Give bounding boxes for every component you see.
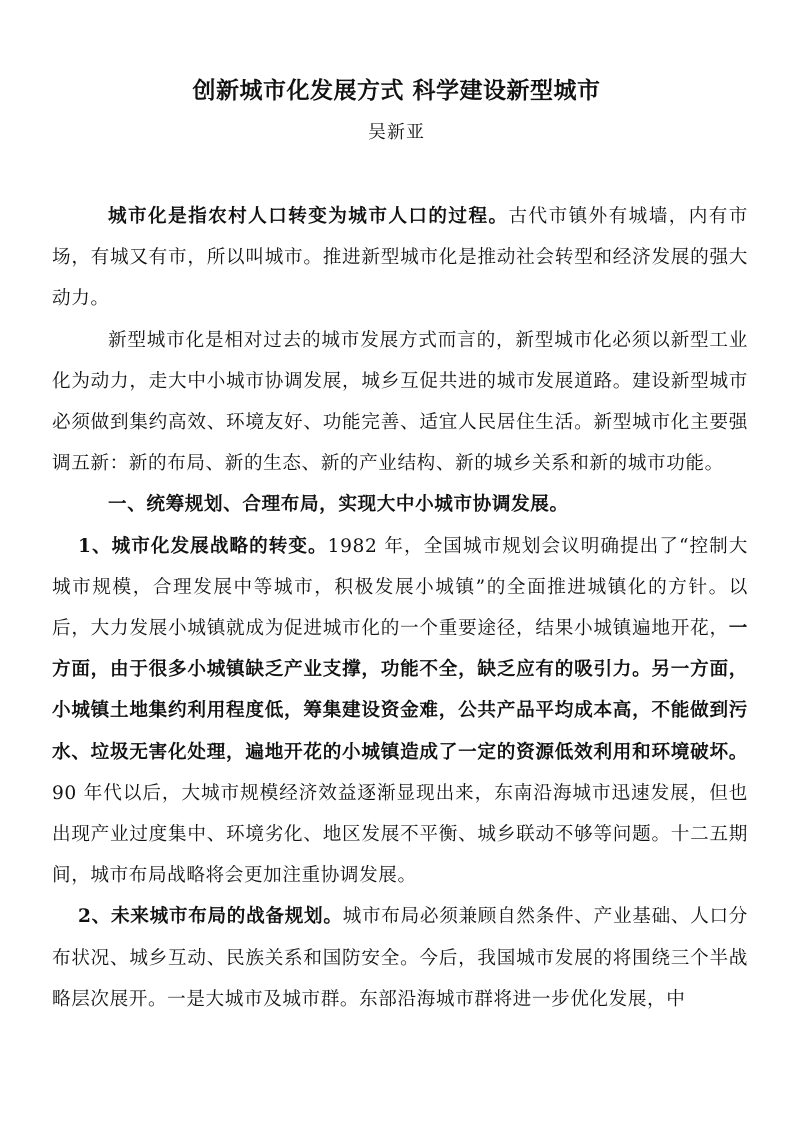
paragraph-text: 1982 年，全国城市规划会议明确提出了“控制大城市规模，合理发展中等城市，积极发展小城镇”的全面推进城镇化的方针。以后，大力发展小城镇就成为促进城市化的一个重要途径，结果小城镇遍地开花， [52,535,748,640]
document-title: 创新城市化发展方式 科学建设新型城市 [192,77,601,104]
paragraph-bold-text: 一方面，由于很多小城镇缺乏产业支撑，功能不全，缺乏应有的吸引力。另一方面，小城镇土地集约利用程度低，筹集建设资金难，公共产品平均成本高，不能做到污水、垃圾无害化处理，遍地开花的小城镇造成了一定的资源低效利用和环境破坏。 [52,618,748,763]
paragraph-4 [52,896,748,1020]
paragraph-lead: 城市化是指农村人口转变为城市人口的过程。 [108,206,509,227]
section-heading-1: 一、统筹规划、合理布局，实现大中小城市协调发展。 [108,494,569,516]
paragraph-lead: 1、城市化发展战略的转变。 [78,535,328,557]
paragraph-3 [52,526,748,897]
document-author: 吴新亚 [368,122,425,143]
paragraph-text: 城市布局必须兼顾自然条件、产业基础、人口分布状况、城乡互动、民族关系和国防安全。今后，我国城市发展的将围绕三个半战略层次展开。一是大城市及城市群。东部沿海城市群将进一步优化发展，中 [52,906,748,1010]
paragraph-text: 新型城市化是相对过去的城市发展方式而言的，新型城市化必须以新型工业化为动力，走大中小城市协调发展，城乡互促共进的城市发展道路。建设新型城市必须做到集约高效、环境友好、功能完善、适宜人民居住生活。新型城市化主要强调五新：新的布局、新的生态、新的产业结构、新的城乡关系和新的城市功能。 [52,329,748,475]
paragraph-text: 90 年代以后，大城市规模经济效益逐渐显现出来，东南沿海城市迅速发展，但也出现产业过度集中、环境劣化、地区发展不平衡、城乡联动不够等问题。十二五期间，城市布局战略将会更加注重协调发展。 [52,782,748,887]
paragraph-2 [52,320,748,485]
paragraph-lead: 2、未来城市布局的战备规划。 [78,906,343,928]
paragraph-1 [52,196,748,320]
document-body [52,196,748,1020]
paragraph-text: 古代市镇外有城墙，内有市场，有城又有市，所以叫城市。推进新型城市化是推动社会转型和经济发展的强大动力。 [52,206,748,310]
